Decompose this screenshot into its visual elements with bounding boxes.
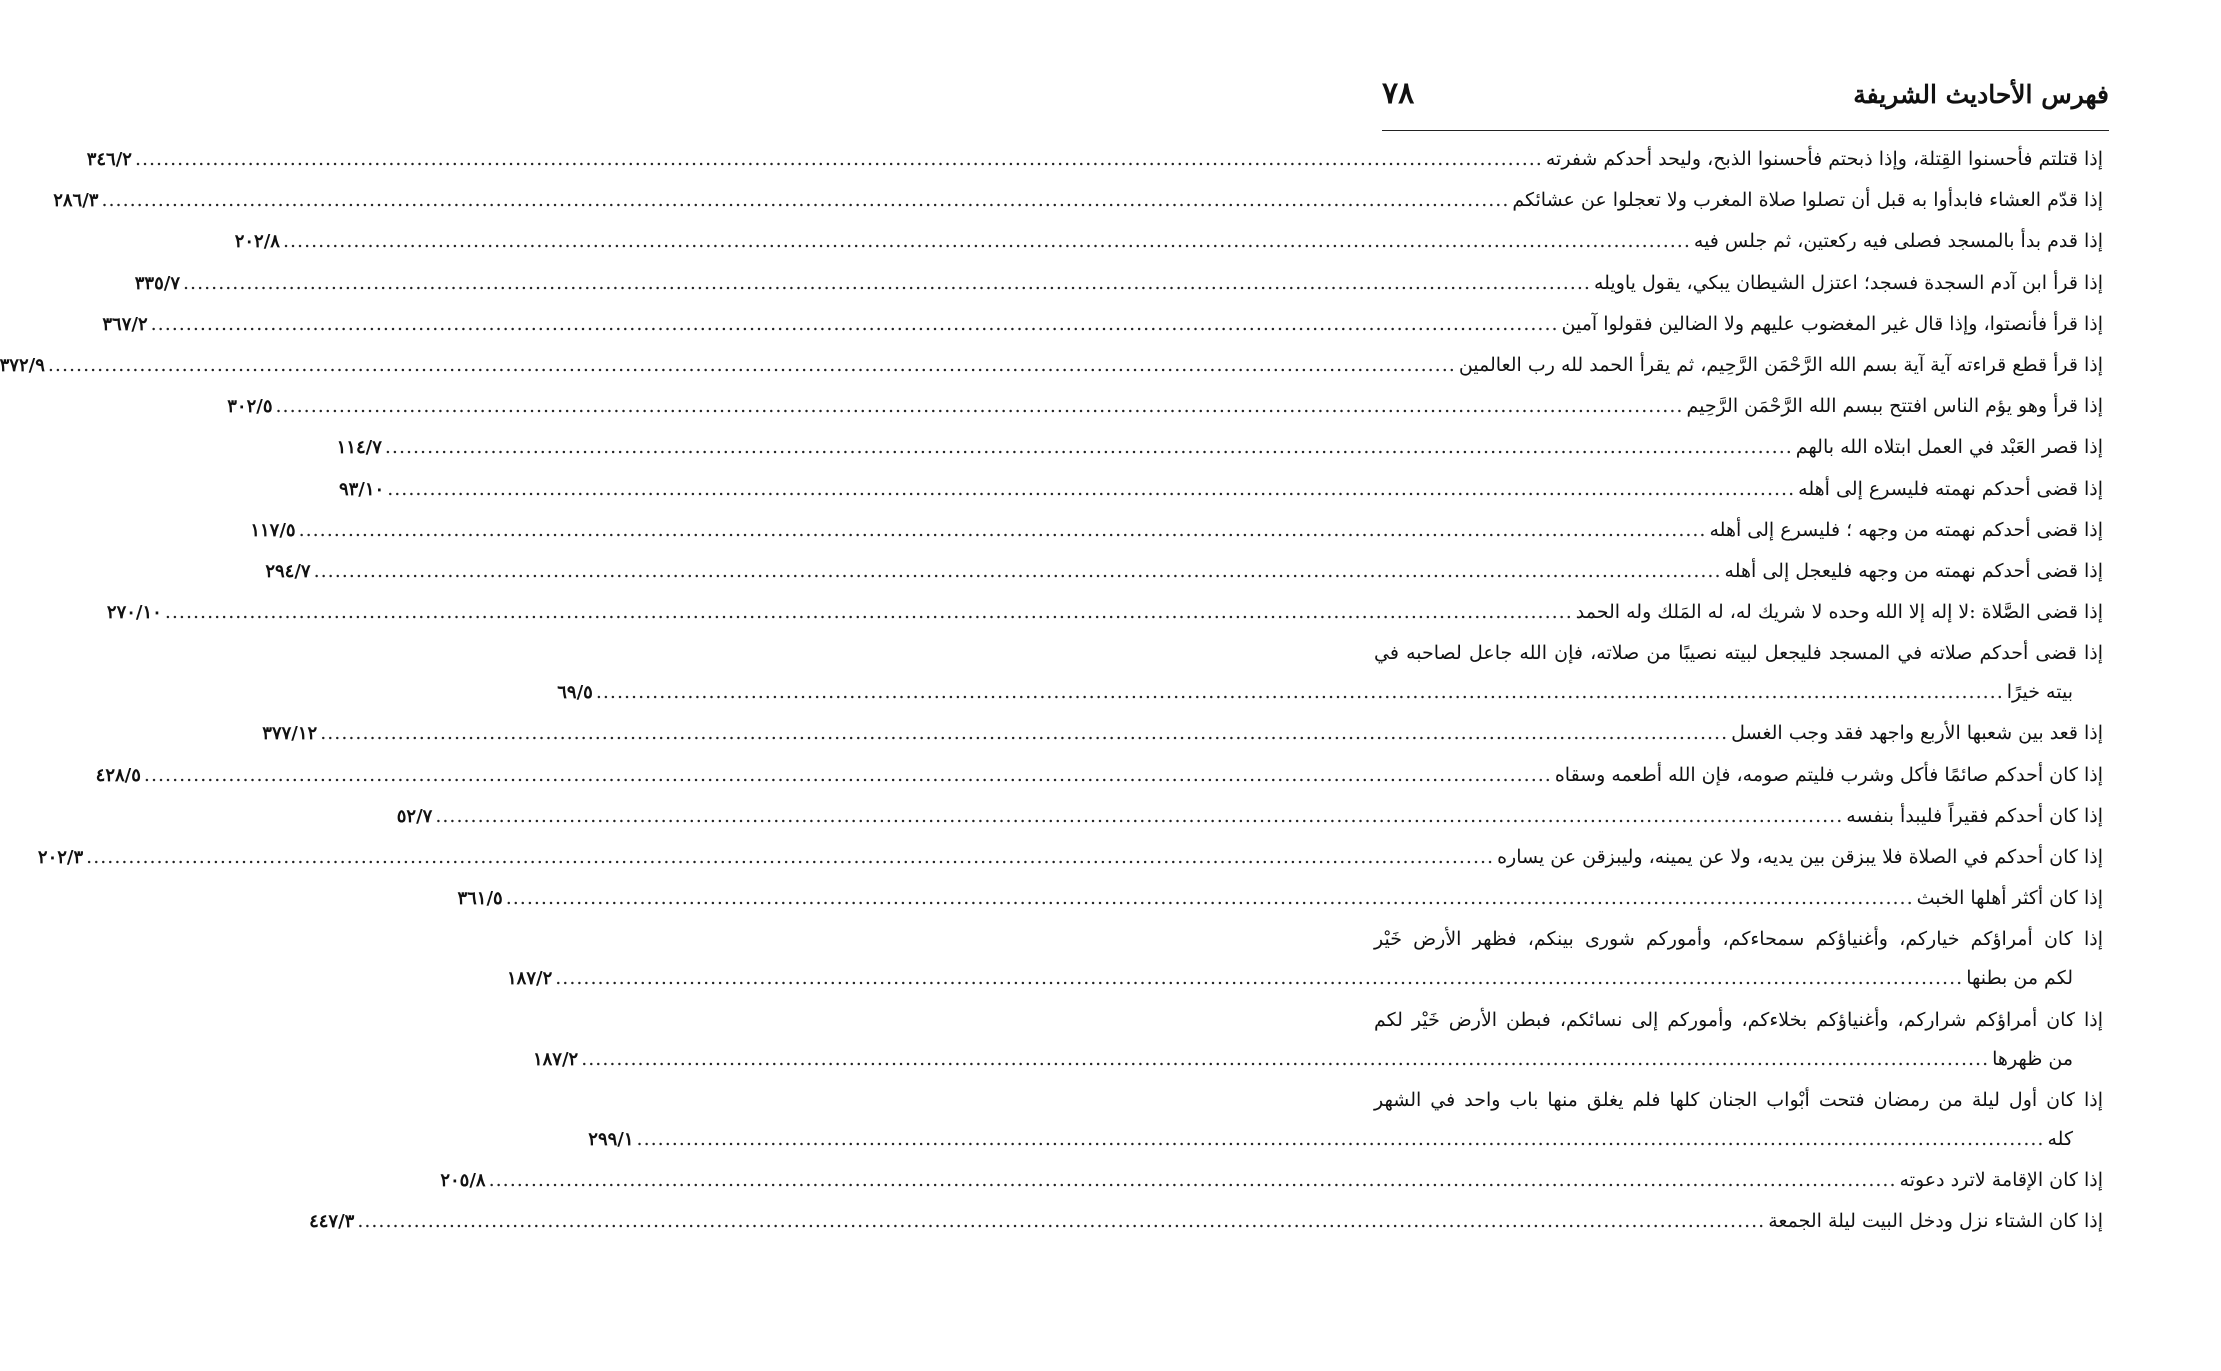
index-entry — [396, 804, 2103, 846]
index-entry — [234, 230, 2103, 271]
index-entry — [338, 477, 2103, 519]
volume-page-ref: ٣٠٢/٥ — [227, 396, 273, 418]
volume-page-ref: ٣٤٦/٢ — [86, 149, 132, 170]
leader-dots: ........................................................................................................................................................................................................ — [183, 271, 1591, 294]
index-entry — [507, 928, 2103, 1008]
leader-dots: ........................................................................................................................................................................................................ — [101, 189, 1510, 212]
leader-dots: ........................................................................................................................................................................................................ — [581, 1047, 1990, 1070]
volume-page-ref: ٣٦٧/٢ — [102, 313, 148, 335]
volume-page-ref: ٥٢/٧ — [396, 805, 433, 827]
leader-dots: ........................................................................................................................................................................................................ — [357, 1210, 1766, 1233]
volume-page-ref: ٩٣/١٠ — [338, 478, 385, 500]
volume-page-ref: ٤٤٧/٣ — [309, 1211, 355, 1233]
entry-text-continuation: كله — [2047, 1127, 2073, 1150]
leader-dots: ........................................................................................................................................................................................................ — [134, 148, 1543, 170]
index-entry — [262, 722, 2103, 763]
leader-dots: ........................................................................................................................................................................................................ — [636, 1127, 2045, 1150]
volume-page-ref: ٦٩/٥ — [557, 682, 593, 704]
entry-text: إذا قرأ ابن آدم السجدة فسجد؛ اعتزل الشيطان يبكي، يقول ياويله — [1593, 271, 2103, 294]
leader-dots: ........................................................................................................................................................................................................ — [164, 601, 1573, 624]
leader-dots: ........................................................................................................................................................................................................ — [435, 804, 1844, 827]
entry-text: إذا قضى أحدكم نهمته فليسرع إلى أهله — [1798, 477, 2103, 500]
entry-text: إذا قرأ وهو يؤم الناس افتتح ببسم الله الرَّحْمَن الرَّحِيم — [1686, 395, 2103, 418]
entry-text: إذا كان أحدكم في الصلاة فلا يبزقن بين يديه، ولا عن يمينه، وليبزقن عن يساره — [1497, 846, 2103, 868]
entry-text: إذا قضى الصَّلاة :لا إله إلا الله وحده لا شريك له، له المَلك وله الحمد — [1575, 601, 2103, 624]
volume-page-ref: ٢٩٤/٧ — [265, 560, 311, 582]
entry-text: إذا كان أول ليلة من رمضان فتحت أبْواب الجنان كلها فلم يغلق منها باب واحد في الشهر — [1374, 1088, 2103, 1111]
leader-dots: ........................................................................................................................................................................................................ — [320, 722, 1729, 745]
volume-page-ref: ٢٧٠/١٠ — [106, 602, 162, 624]
index-entry — [37, 846, 2103, 887]
hadith-index-list — [0, 148, 2104, 1251]
volume-page-ref: ١٨٧/٢ — [507, 968, 553, 990]
entry-text: إذا قصر العَبْد في العمل ابتلاه الله بالهم — [1795, 436, 2103, 459]
index-entry — [53, 189, 2103, 230]
entry-text: إذا قدم بدأ بالمسجد فصلى فيه ركعتين، ثم جلس فيه — [1693, 230, 2103, 253]
index-entry — [532, 1008, 2103, 1089]
volume-page-ref: ٢٠٥/٨ — [440, 1169, 486, 1191]
leader-dots: ........................................................................................................................................................................................................ — [313, 559, 1722, 582]
leader-dots: ........................................................................................................................................................................................................ — [505, 887, 1914, 910]
entry-text: إذا قضى أحدكم نهمته من وجهه فليعجل إلى أهله — [1724, 559, 2103, 582]
entry-text: إذا قتلتم فأحسنوا القِتلة، وإذا ذبحتم فأحسنوا الذبح، وليحد أحدكم شفرته — [1545, 148, 2103, 170]
leader-dots: ........................................................................................................................................................................................................ — [488, 1168, 1897, 1191]
leader-dots: ........................................................................................................................................................................................................ — [275, 395, 1684, 418]
volume-page-ref: ٢٠٢/٣ — [37, 847, 84, 868]
index-entry — [0, 353, 2103, 395]
entry-text: إذا قرأ قطع قراءته آية آية بسم الله الرَّحْمَن الرَّحِيم، ثم يقرأ الحمد لله رب العالمين — [1458, 353, 2103, 376]
volume-page-ref: ٢٨٦/٣ — [53, 190, 99, 212]
index-entry — [557, 642, 2104, 722]
volume-page-ref: ١١٧/٥ — [250, 519, 296, 541]
index-entry — [457, 887, 2103, 928]
entry-text: إذا كان الإقامة لاترد دعوته — [1899, 1168, 2103, 1191]
volume-page-ref: ٣٣٥/٧ — [134, 272, 181, 294]
leader-dots: ........................................................................................................................................................................................................ — [387, 477, 1796, 500]
index-entry — [250, 518, 2103, 560]
page-number: ٧٨ — [1382, 76, 1415, 111]
page-header — [1382, 68, 2109, 130]
volume-page-ref: ٣٧٢/٩ — [0, 354, 45, 376]
index-entry — [102, 312, 2103, 354]
index-entry — [336, 436, 2103, 477]
leader-dots: ........................................................................................................................................................................................................ — [150, 312, 1559, 335]
leader-dots: ........................................................................................................................................................................................................ — [384, 436, 1793, 459]
leader-dots: ........................................................................................................................................................................................................ — [595, 681, 2004, 704]
index-entry — [95, 763, 2103, 805]
volume-page-ref: ٢٩٩/١ — [588, 1128, 634, 1150]
entry-text-continuation: لكم من بطنها — [1966, 967, 2073, 990]
index-entry — [134, 271, 2103, 313]
leader-dots: ........................................................................................................................................................................................................ — [282, 230, 1691, 253]
entry-text-continuation: من ظهرها — [1992, 1047, 2073, 1070]
entry-text: إذا قضى أحدكم نهمته من وجهه ؛ فليسرع إلى أهله — [1709, 518, 2103, 541]
entry-text-continuation: بيته خيرًا — [2006, 681, 2073, 704]
volume-page-ref: ٢٠٢/٨ — [234, 231, 280, 253]
index-entry — [309, 1210, 2103, 1251]
entry-text: إذا كان أمراؤكم شراركم، وأغنياؤكم بخلاءكم، وأموركم إلى نسائكم، فبطن الأرض خَيْر لكم — [1374, 1008, 2103, 1031]
running-title: فهرس الأحاديث الشريفة — [1853, 80, 2109, 109]
volume-page-ref: ١١٤/٧ — [336, 437, 382, 459]
index-entry — [265, 559, 2103, 601]
entry-text: إذا كان الشتاء نزل ودخل البيت ليلة الجمعة — [1768, 1210, 2103, 1233]
leader-dots: ........................................................................................................................................................................................................ — [555, 967, 1964, 990]
leader-dots: ........................................................................................................................................................................................................ — [143, 763, 1552, 786]
entry-text: إذا قضى أحدكم صلاته في المسجد فليجعل لبيته نصيبًا من صلاته، فإن الله جاعل لصاحبه في — [1374, 642, 2104, 665]
leader-dots: ........................................................................................................................................................................................................ — [298, 518, 1707, 541]
index-entry — [106, 601, 2103, 642]
index-entry — [588, 1088, 2103, 1169]
volume-page-ref: ٣٧٧/١٢ — [262, 723, 318, 745]
leader-dots: ........................................................................................................................................................................................................ — [47, 353, 1456, 376]
volume-page-ref: ٣٦١/٥ — [457, 888, 503, 910]
leader-dots: ........................................................................................................................................................................................................ — [86, 846, 1495, 868]
entry-text: إذا قدّم العشاء فابدأوا به قبل أن تصلوا صلاة المغرب ولا تعجلوا عن عشائكم — [1512, 189, 2103, 212]
entry-text: إذا كان أحدكم فقيراً فليبدأ بنفسه — [1846, 804, 2103, 827]
volume-page-ref: ١٨٧/٢ — [532, 1048, 579, 1070]
index-entry — [440, 1168, 2103, 1210]
entry-text: إذا كان أكثر أهلها الخبث — [1916, 887, 2103, 910]
entry-text: إذا قعد بين شعبها الأربع واجهد فقد وجب الغسل — [1731, 722, 2103, 745]
index-entry — [86, 148, 2103, 189]
index-entry — [227, 395, 2103, 436]
entry-text: إذا قرأ فأنصتوا، وإذا قال غير المغضوب عليهم ولا الضالين فقولوا آمين — [1561, 312, 2103, 335]
entry-text: إذا كان أحدكم صائمًا فأكل وشرب فليتم صومه، فإن الله أطعمه وسقاه — [1554, 763, 2103, 786]
header-rule — [1382, 130, 2109, 131]
entry-text: إذا كان أمراؤكم خياركم، وأغنياؤكم سمحاءكم، وأموركم شورى بينكم، فظهر الأرض خَيْر — [1374, 928, 2103, 951]
volume-page-ref: ٤٢٨/٥ — [95, 764, 141, 786]
